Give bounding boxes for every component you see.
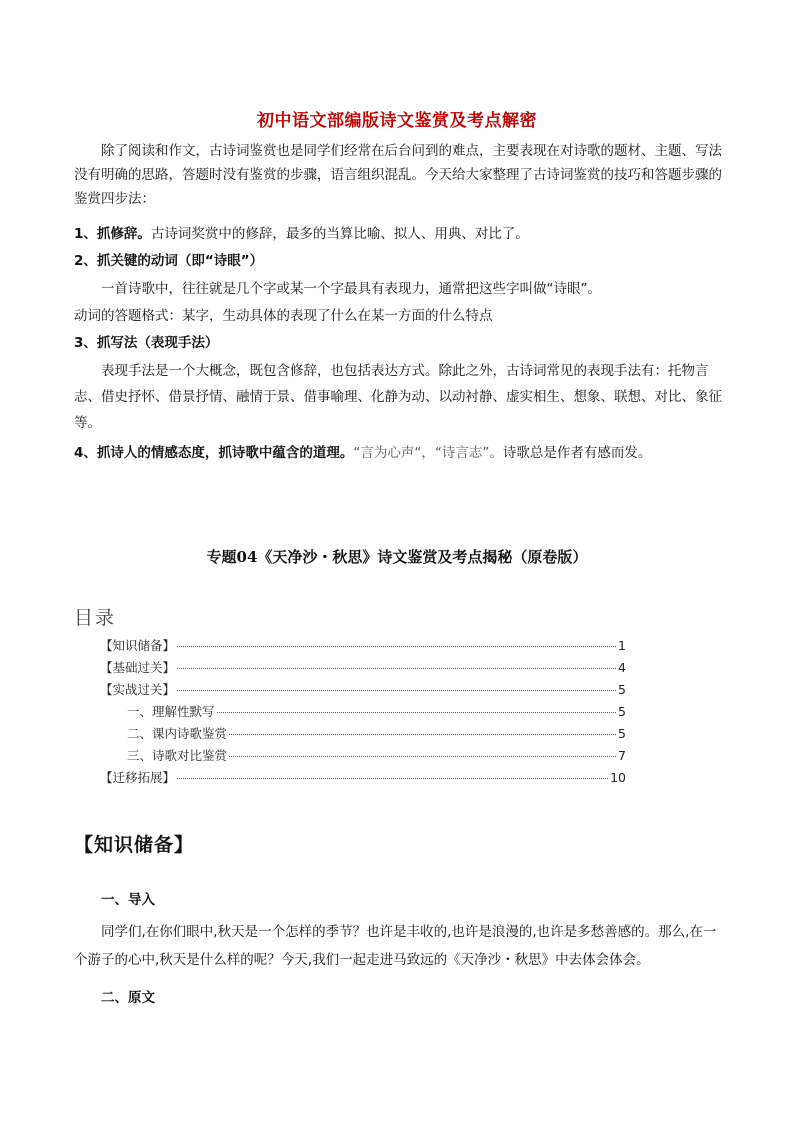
section-intro-text: 同学们,在你们眼中,秋天是一个怎样的季节？也许是丰收的,也许是浪漫的,也许是多愁善感的。那么,在一个游子的心中,秋天是什么样的呢？今天,我们一起走进马致远的《天净沙・秋思》中去体会体会。 (74, 924, 717, 968)
toc-entry[interactable] (100, 768, 626, 788)
knowledge-heading: 【知识储备】 (74, 834, 195, 856)
toc-entry-page: 7 (618, 748, 626, 763)
toc-entry-label: 【知识储备】 (100, 638, 176, 653)
page-title: 初中语文部编版诗文鉴赏及考点解密 (257, 111, 537, 131)
method-4-heading: 4、抓诗人的情感态度，抓诗歌中蕴含的道理。 (74, 445, 354, 461)
toc-entry-page: 10 (610, 770, 626, 785)
method-1-heading: 1、抓修辞。 (74, 226, 151, 242)
toc-leader-dots (217, 712, 617, 713)
toc-entry[interactable] (100, 658, 626, 678)
method-1-text: 古诗词奖赏中的修辞，最多的当算比喻、拟人、用典、对比了。 (150, 226, 529, 242)
toc-entry-label: 二、课内诗歌鉴赏 (127, 726, 228, 741)
toc-entry[interactable] (127, 702, 626, 722)
toc-entry[interactable] (127, 746, 626, 766)
method-3-text: 表现手法是一个大概念，既包含修辞，也包括表达方式。除此之外，古诗词常见的表现手法有：托物言志、借史抒怀、借景抒情、融情于景、借事喻理、化静为动、以动衬静、虚实相生、想象、联想、对比、象征等。 (74, 363, 722, 431)
toc-leader-dots (229, 734, 616, 735)
method-2-heading: 2、抓关键的动词（即“诗眼”） (74, 253, 264, 269)
section-original-title: 二、原文 (101, 990, 155, 1006)
toc-entry-page: 5 (618, 726, 626, 741)
topic-subtitle: 专题04《天净沙・秋思》诗文鉴赏及考点揭秘（原卷版） (206, 548, 588, 566)
toc-leader-dots (177, 668, 616, 669)
toc-entry[interactable] (100, 636, 626, 656)
toc-entry[interactable] (127, 724, 626, 744)
toc-entry[interactable] (100, 680, 626, 700)
toc-entry-page: 1 (618, 638, 626, 653)
toc-entry-label: 一、理解性默写 (127, 704, 215, 719)
method-4-text: 诗歌总是作者有感而发。 (502, 445, 652, 461)
toc-entry-page: 4 (618, 660, 626, 675)
toc-leader-dots (177, 778, 608, 779)
toc-entry-label: 【迁移拓展】 (100, 770, 176, 785)
toc-leader-dots (177, 646, 616, 647)
method-3-heading: 3、抓写法（表现手法） (74, 335, 219, 351)
method-4-quote: “言为心声“，“诗言志”。 (353, 445, 503, 461)
method-1 (74, 222, 726, 246)
method-2-text: 一首诗歌中，往往就是几个字或某一个字最具有表现力，通常把这些字叫做“诗眼”。 (101, 281, 601, 297)
toc-leader-dots (229, 756, 616, 757)
toc-heading: 目录 (74, 607, 117, 629)
toc-entry-page: 5 (618, 682, 626, 697)
toc-entry-label: 【实战过关】 (100, 682, 176, 697)
toc-entry-page: 5 (618, 704, 626, 719)
method-4 (74, 441, 726, 465)
toc-entry-label: 三、诗歌对比鉴赏 (127, 748, 228, 763)
toc-leader-dots (177, 690, 616, 691)
verb-answer-format: 动词的答题格式：某字，生动具体的表现了什么在某一方面的什么特点 (74, 308, 493, 324)
intro-paragraph: 除了阅读和作文，古诗词鉴赏也是同学们经常在后台问到的难点，主要表现在对诗歌的题材、主题、写法没有明确的思路，答题时没有鉴赏的步骤，语言组织混乱。今天给大家整理了古诗词鉴赏的技巧和答题步骤的鉴赏四步法： (74, 143, 722, 207)
toc-entry-label: 【基础过关】 (100, 660, 176, 675)
section-intro-title: 一、导入 (101, 892, 155, 908)
